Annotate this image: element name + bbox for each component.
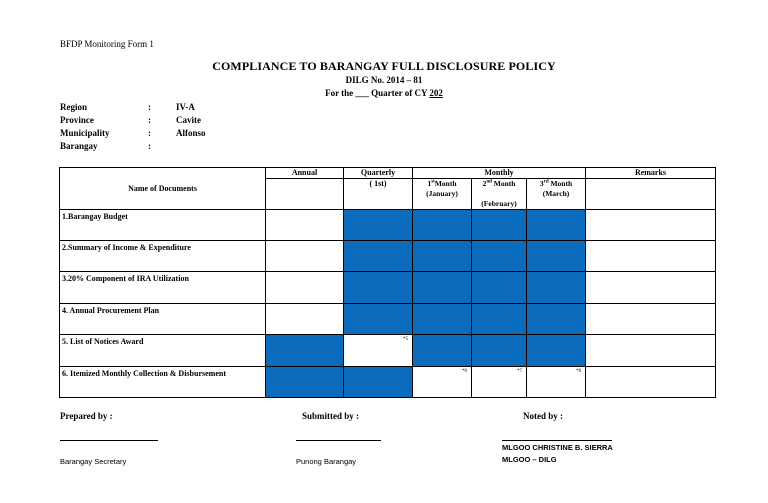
header-remarks: Remarks bbox=[586, 168, 716, 179]
table-row bbox=[60, 241, 716, 272]
cell-month-3-filled bbox=[527, 304, 586, 335]
cell-quarterly-filled bbox=[344, 304, 413, 335]
cell-quarterly-filled bbox=[344, 367, 413, 398]
cell-month-2-filled bbox=[472, 272, 527, 304]
cell-remarks bbox=[586, 367, 716, 398]
quarter-prefix: For the bbox=[325, 88, 354, 98]
info-value: IV-A bbox=[176, 102, 195, 112]
document-name: 3.20% Component of IRA Utilization bbox=[60, 272, 266, 304]
cell-month-2-filled bbox=[472, 241, 527, 272]
header-quarterly-sub: ( 1st) bbox=[344, 179, 413, 210]
table-row bbox=[60, 210, 716, 241]
header-monthly: Monthly bbox=[413, 168, 586, 179]
cell-annual-filled bbox=[266, 367, 344, 398]
submitted-by-label: Submitted by : bbox=[302, 411, 360, 421]
document-name: 6. Itemized Monthly Collection & Disbursement bbox=[60, 367, 266, 398]
cell-month-3-filled bbox=[527, 210, 586, 241]
info-label: Municipality bbox=[60, 128, 110, 138]
info-colon: : bbox=[148, 141, 151, 151]
table-row bbox=[60, 367, 716, 398]
quarter-year: 202 bbox=[429, 88, 443, 98]
info-value: Cavite bbox=[176, 115, 201, 125]
document-subtitle: DILG No. 2014 – 81 bbox=[345, 75, 423, 85]
cell-annual bbox=[266, 210, 344, 241]
cell-month-2-filled bbox=[472, 304, 527, 335]
document-name: 4. Annual Procurement Plan bbox=[60, 304, 266, 335]
noted-role: MLGOO – DILG bbox=[502, 455, 557, 464]
cell-month-1-filled bbox=[413, 335, 472, 367]
document-name: 2.Summary of Income & Expenditure bbox=[60, 241, 266, 272]
form-code: BFDP Monitoring Form 1 bbox=[60, 39, 154, 49]
table-row bbox=[60, 335, 716, 367]
compliance-table bbox=[59, 167, 716, 398]
cell-month-3-filled bbox=[527, 272, 586, 304]
cell-month-1-filled bbox=[413, 210, 472, 241]
submitted-signature-line bbox=[296, 440, 381, 441]
info-colon: : bbox=[148, 102, 151, 112]
table-row bbox=[60, 272, 716, 304]
noted-name: MLGOO CHRISTINE B. SIERRA bbox=[502, 443, 613, 452]
cell-quarterly-filled bbox=[344, 210, 413, 241]
prepared-signature-line bbox=[60, 440, 158, 441]
cell-annual bbox=[266, 304, 344, 335]
cell-remarks bbox=[586, 241, 716, 272]
info-colon: : bbox=[148, 128, 151, 138]
header-quarterly: Quarterly bbox=[344, 168, 413, 179]
cell-month-2-filled bbox=[472, 210, 527, 241]
cell-remarks bbox=[586, 304, 716, 335]
cell-quarterly-mark: *5 bbox=[344, 335, 413, 367]
cell-month-1-filled bbox=[413, 304, 472, 335]
header-remarks-sub bbox=[586, 179, 716, 210]
info-colon: : bbox=[148, 115, 151, 125]
cell-month-1-mark: *6 bbox=[413, 367, 472, 398]
header-month-2: 2nd Month (February) bbox=[472, 179, 527, 210]
cell-month-2-mark: *7 bbox=[472, 367, 527, 398]
document-name: 1.Barangay Budget bbox=[60, 210, 266, 241]
cell-month-3-filled bbox=[527, 335, 586, 367]
header-month-1: 1stMonth (January) bbox=[413, 179, 472, 210]
document-name: 5. List of Notices Award bbox=[60, 335, 266, 367]
table-row bbox=[60, 304, 716, 335]
cell-remarks bbox=[586, 210, 716, 241]
cell-month-1-filled bbox=[413, 272, 472, 304]
info-label: Barangay bbox=[60, 141, 98, 151]
cell-month-3-filled bbox=[527, 241, 586, 272]
cell-month-3-mark: *8 bbox=[527, 367, 586, 398]
quarter-middle: Quarter of CY bbox=[371, 88, 428, 98]
info-label: Province bbox=[60, 115, 94, 125]
header-annual: Annual bbox=[266, 168, 344, 179]
cell-quarterly-filled bbox=[344, 241, 413, 272]
prepared-by-label: Prepared by : bbox=[60, 411, 113, 421]
cell-annual-filled bbox=[266, 335, 344, 367]
prepared-role: Barangay Secretary bbox=[60, 457, 127, 466]
quarter-blank: ___ bbox=[355, 88, 369, 98]
submitted-role: Punong Barangay bbox=[296, 457, 357, 466]
document-title: COMPLIANCE TO BARANGAY FULL DISCLOSURE POLICY bbox=[212, 59, 556, 73]
cell-month-2-filled bbox=[472, 335, 527, 367]
cell-annual bbox=[266, 241, 344, 272]
header-annual-sub bbox=[266, 179, 344, 210]
cell-month-1-filled bbox=[413, 241, 472, 272]
cell-remarks bbox=[586, 335, 716, 367]
cell-quarterly-filled bbox=[344, 272, 413, 304]
info-value: Alfonso bbox=[176, 128, 206, 138]
cell-annual bbox=[266, 272, 344, 304]
noted-signature-line bbox=[502, 440, 612, 441]
header-month-3: 3rd Month (March) bbox=[527, 179, 586, 210]
cell-remarks bbox=[586, 272, 716, 304]
header-name-of-documents: Name of Documents bbox=[60, 168, 266, 210]
quarter-line bbox=[0, 88, 768, 98]
info-label: Region bbox=[60, 102, 87, 112]
noted-by-label: Noted by : bbox=[523, 411, 563, 421]
